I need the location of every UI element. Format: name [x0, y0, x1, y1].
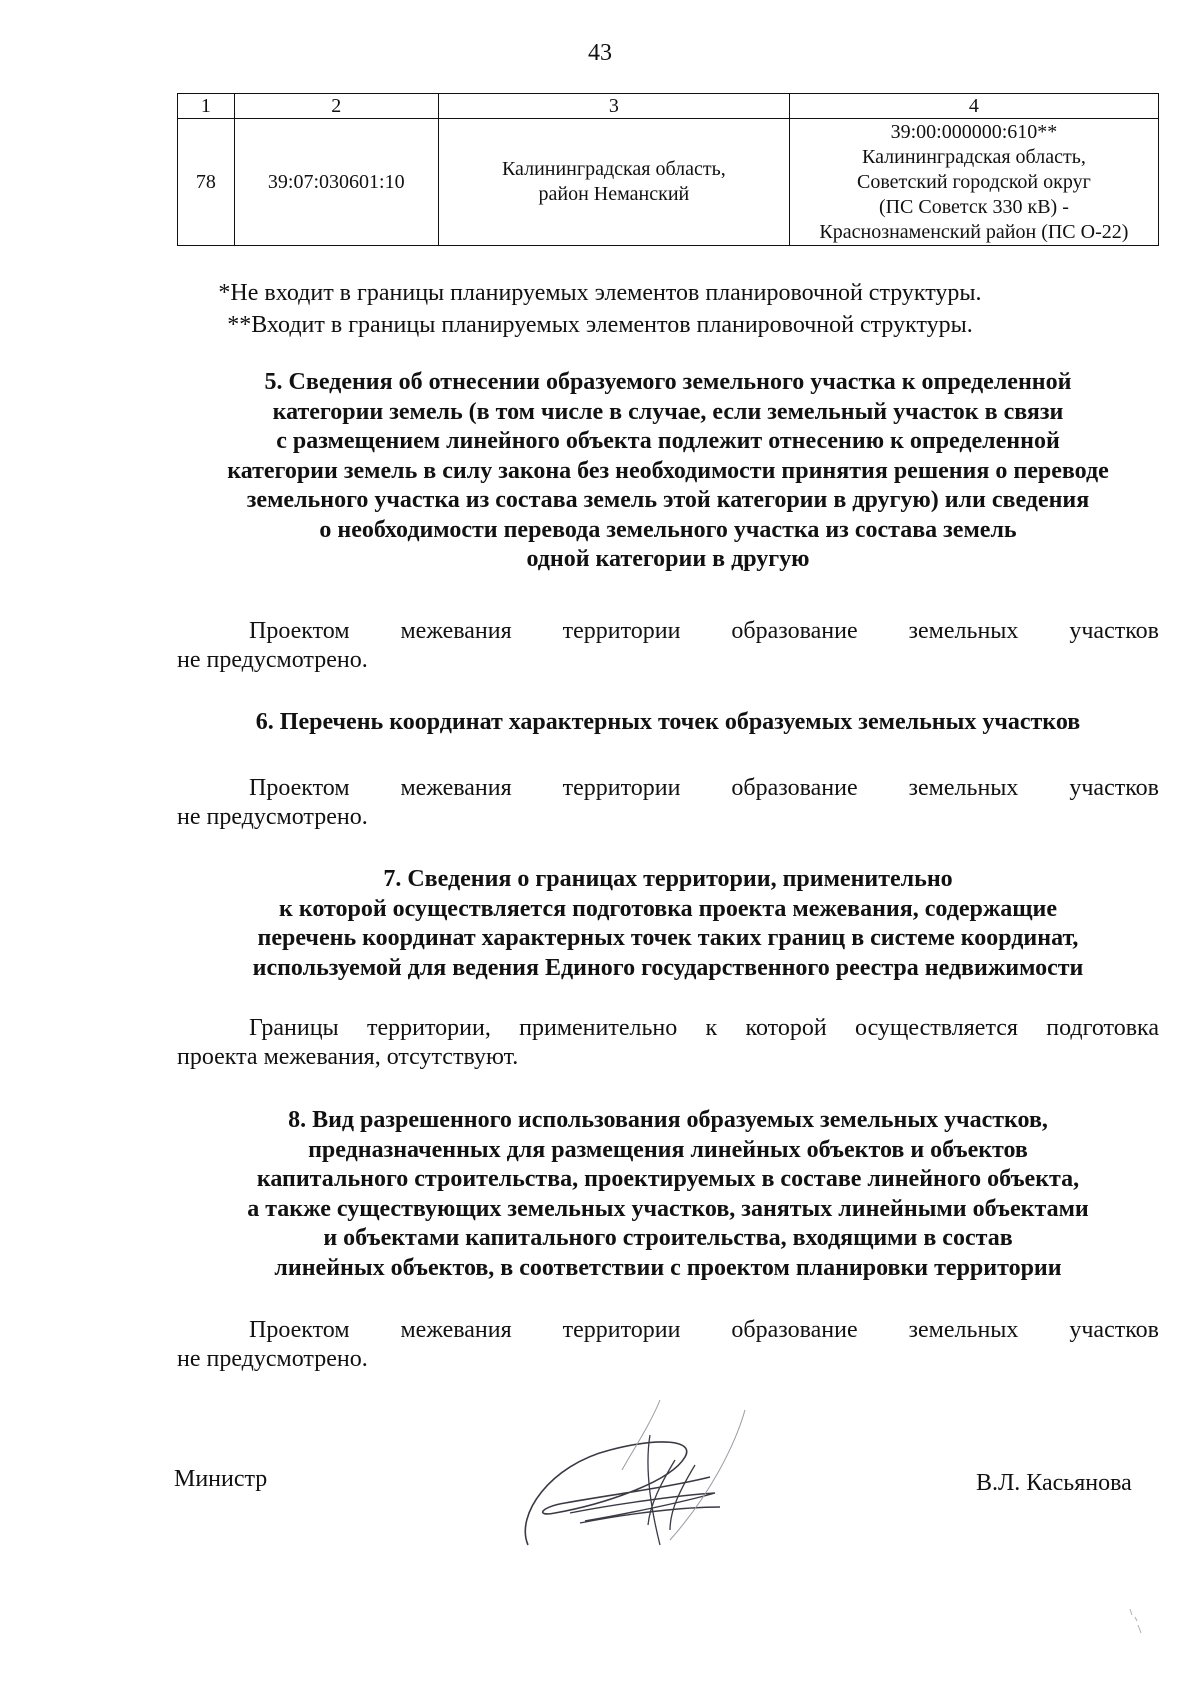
- section-8-heading: [177, 1106, 1159, 1283]
- heading-line: 8. Вид разрешенного использования образуемых земельных участков,: [288, 1107, 1048, 1133]
- paragraph-line: не предусмотрено.: [177, 647, 368, 673]
- heading-line: земельного участка из состава земель этой категории в другую) или сведения: [246, 487, 1090, 513]
- footnote: *Не входит в границы планируемых элементов планировочной структуры.: [218, 280, 982, 306]
- paragraph-line: Проектом межевания территории образование земельных участков: [249, 618, 1159, 644]
- scan-speck: [1126, 1607, 1146, 1637]
- heading-line: предназначенных для размещения линейных объектов и объектов: [308, 1136, 1028, 1163]
- table-header-cell: 1: [178, 94, 235, 119]
- section-7-text: [177, 1014, 1159, 1072]
- paragraph-line: Проектом межевания территории образование земельных участков: [249, 775, 1159, 801]
- heading-line: 7. Сведения о границах территории, применительно: [383, 866, 953, 892]
- section-6-text: [177, 774, 1159, 832]
- location-cell: [438, 119, 789, 246]
- heading-line: с размещением линейного объекта подлежит отнесению к определенной: [276, 428, 1060, 454]
- signatory-name: В.Л. Касьянова: [976, 1470, 1132, 1496]
- heading-line: капитального строительства, проектируемых в составе линейного объекта,: [256, 1166, 1080, 1192]
- heading-line: 5. Сведения об отнесении образуемого земельного участка к определенной: [264, 369, 1072, 395]
- footnote: **Входит в границы планируемых элементов планировочной структуры.: [227, 312, 973, 338]
- section-6-heading: [177, 708, 1159, 738]
- heading-line: категории земель в силу закона без необходимости принятия решения о переводе: [227, 457, 1109, 484]
- paragraph-line: не предусмотрено.: [177, 1346, 368, 1372]
- table-header-cell: 4: [789, 94, 1158, 119]
- table-row: [178, 119, 1159, 246]
- cadastral-number-cell: 39:07:030601:10: [234, 119, 438, 246]
- heading-line: о необходимости перевода земельного участка из состава земель: [319, 516, 1017, 543]
- heading-line: категории земель (в том числе в случае, если земельный участок в связи: [272, 398, 1064, 425]
- heading-line: 6. Перечень координат характерных точек образуемых земельных участков: [255, 709, 1081, 735]
- object-cell: [789, 119, 1158, 246]
- heading-line: одной категории в другую: [526, 546, 810, 572]
- object-line: Краснознаменский район (ПС О-22): [819, 220, 1129, 243]
- section-5-text: [177, 617, 1159, 675]
- table-header-row: [178, 94, 1159, 119]
- handwritten-signature: [510, 1395, 760, 1565]
- footnotes: [0, 277, 1200, 341]
- location-line: Калининградская область,: [501, 158, 726, 180]
- row-number-cell: 78: [178, 119, 235, 246]
- object-line: 39:00:000000:610**: [890, 120, 1058, 143]
- section-7-heading: [177, 865, 1159, 983]
- paragraph-line: Проектом межевания территории образование земельных участков: [249, 1317, 1159, 1343]
- paragraph-line: проекта межевания, отсутствуют.: [177, 1044, 519, 1070]
- heading-line: используемой для ведения Единого государственного реестра недвижимости: [252, 954, 1084, 981]
- paragraph-line: не предусмотрено.: [177, 804, 368, 830]
- heading-line: перечень координат характерных точек таких границ в системе координат,: [257, 925, 1079, 951]
- object-line: Калининградская область,: [862, 145, 1086, 168]
- paragraph-line: Границы территории, применительно к которой осуществляется подготовка: [249, 1015, 1159, 1041]
- land-plots-table: [177, 93, 1159, 246]
- object-line: Советский городской округ: [857, 170, 1091, 193]
- object-line: (ПС Советск 330 кВ) -: [878, 195, 1069, 218]
- heading-line: и объектами капитального строительства, входящими в состав: [323, 1225, 1013, 1251]
- heading-line: а также существующих земельных участков, занятых линейными объектами: [247, 1195, 1089, 1222]
- table-header-cell: 3: [438, 94, 789, 119]
- heading-line: к которой осуществляется подготовка проекта межевания, содержащие: [278, 895, 1057, 922]
- signatory-title: Министр: [174, 1466, 268, 1492]
- section-8-text: [177, 1316, 1159, 1374]
- page-number: 43: [588, 40, 612, 66]
- heading-line: линейных объектов, в соответствии с проектом планировки территории: [274, 1254, 1062, 1281]
- table-header-cell: 2: [234, 94, 438, 119]
- location-line: район Неманский: [538, 183, 690, 205]
- section-5-heading: [177, 368, 1159, 575]
